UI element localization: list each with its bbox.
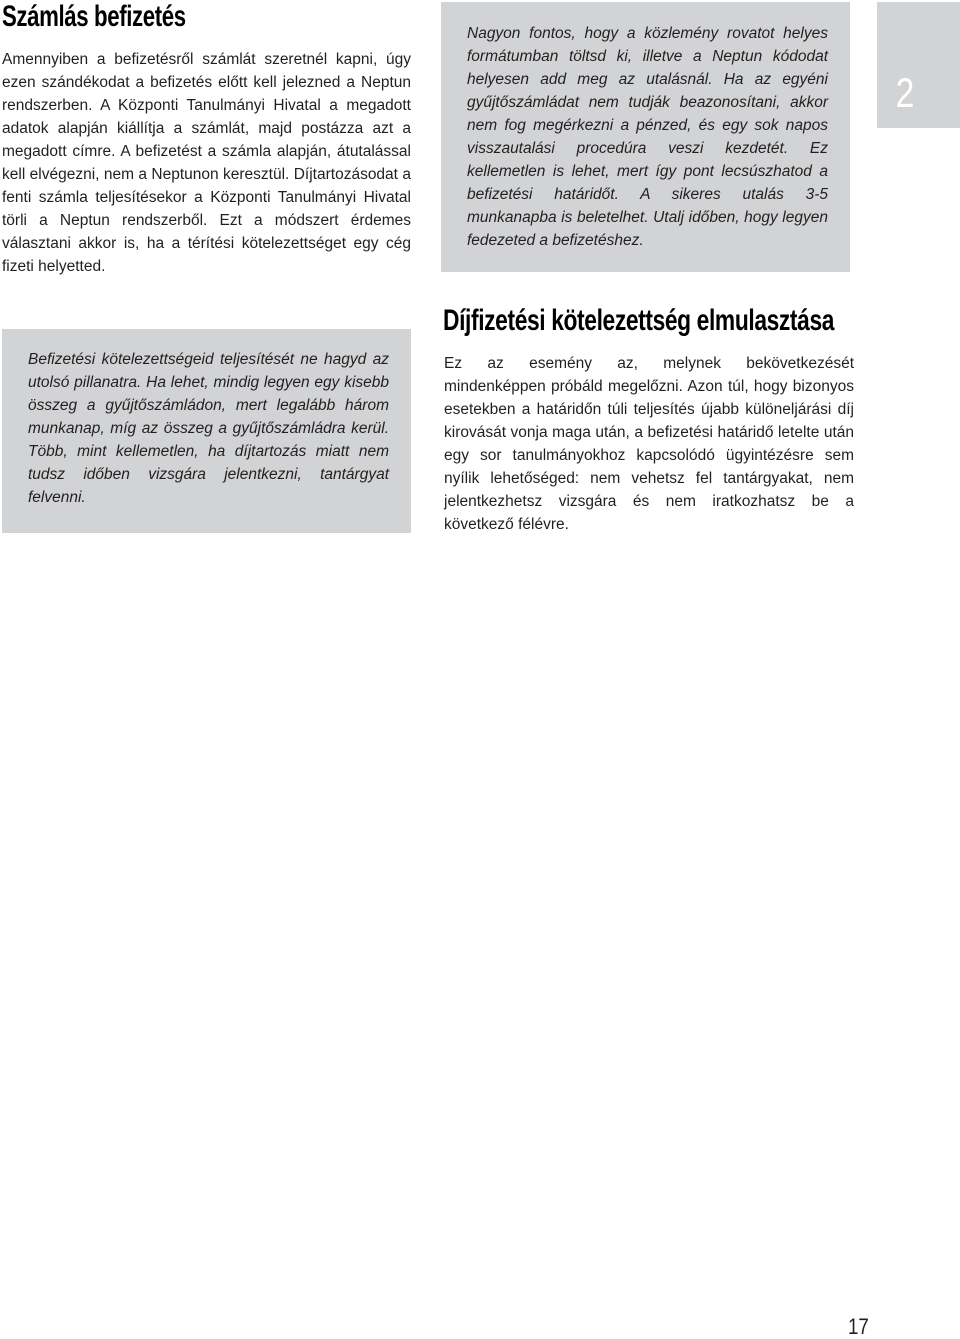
chapter-number: 2: [895, 69, 915, 116]
section-heading-szamlas-befizetes: Számlás befizetés: [2, 0, 186, 33]
chapter-tab: [877, 2, 960, 128]
note-box-left-text: Befizetési kötelezettségeid teljesítését ne hagyd az utolsó pillanatra. Ha lehet, mindig legyen egy kisebb összeg a gyűjtőszámládon, mert legalább három munkanap, míg az összeg a gyűjtőszámládra kerül. Több, mint kellemetlen, ha díjtartozás miatt nem tudsz időben vizsgára jelentkezni, tantárgyat felvenni.: [28, 351, 389, 506]
page-number: 17: [848, 1314, 869, 1339]
section-heading-dijfizetesi-kotelezettseg: Díjfizetési kötelezettség elmulasztása: [443, 304, 835, 337]
note-box-top: [441, 2, 850, 272]
note-box-top-text: Nagyon fontos, hogy a közlemény rovatot helyes formátumban töltsd ki, illetve a Neptun kódodat helyesen add meg az utalásnál. Ha az egyéni gyűjtőszámládat nem tudják beazonosítani, akkor nem fog megérkezni a pénzed, és egy sok napos visszautalási procedúra veszi kezdetét. Ez kellemetlen is lehet, mert így pont lecsúszhatod a befizetési határidőt. A sikeres utalás 3-5 munkanapba is beletelhet. Utalj időben, hogy legyen fedezeted a befizetéshez.: [467, 25, 828, 249]
body-paragraph-szamlas-befizetes: Amennyiben a befizetésről számlát szeretnél kapni, úgy ezen szándékodat a befizetés előtt kell jelezned a Neptun rendszerben. A Központi Tanulmányi Hivatal a megadott adatok alapján kiállítja a számlát, majd postázza azt a megadott címre. A befizetést a számla alapján, átutalással kell elvégezni, nem a Neptunon keresztül. Díjtartozásodat a fenti számla teljesítésekor a Központi Tanulmányi Hivatal törli a Neptun rendszerből. Ezt a módszert érdemes választani akkor is, ha a térítési kötelezettséget egy cég fizeti helyetted.: [2, 51, 411, 275]
body-paragraph-dijfizetesi-kotelezettseg: Ez az esemény az, melynek bekövetkezését mindenképpen próbáld megelőzni. Azon túl, hogy bizonyos esetekben a határidőn túli teljesítés újabb különeljárási díj kirovását vonja maga után, a befizetési határidő letelte után egy sor tanulmányokhoz kapcsolódó ügyintézésre sem nyílik lehetőséged: nem vehetsz fel tantárgyakat, nem jelentkezhetsz vizsgára és nem iratkozhatsz be a következő félévre.: [444, 355, 854, 533]
note-box-left: [2, 329, 411, 533]
